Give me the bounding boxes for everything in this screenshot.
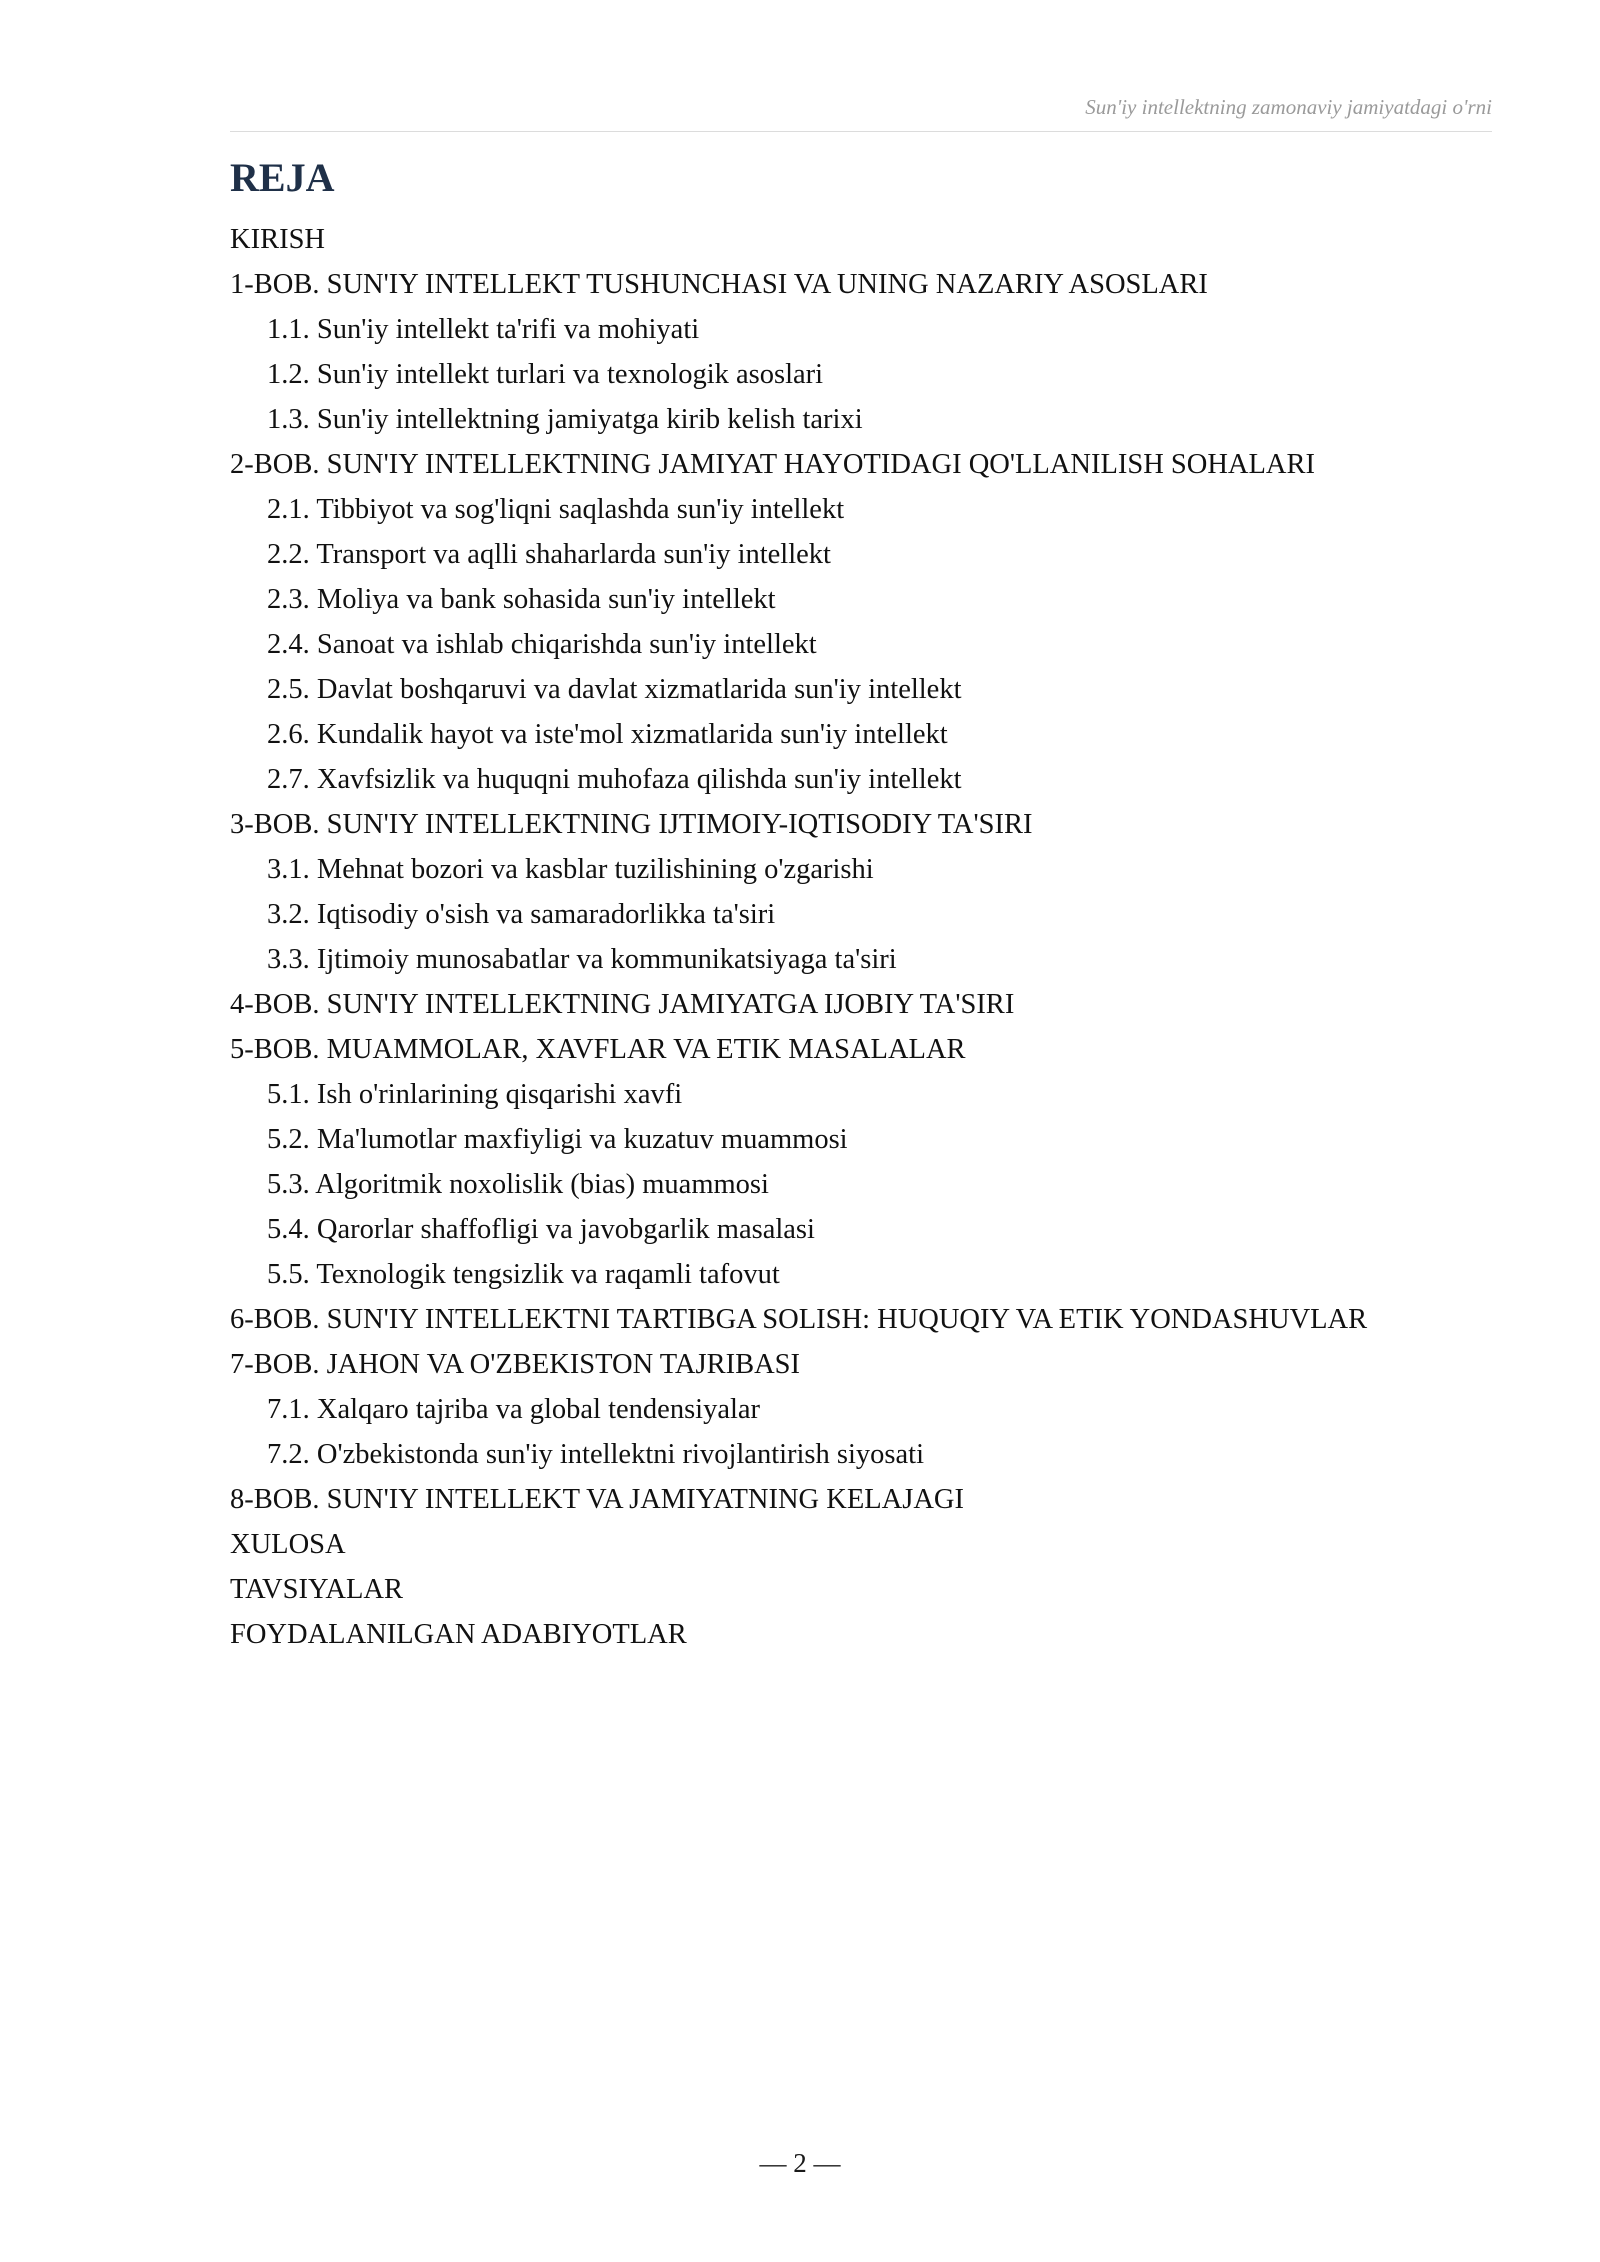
toc-subsection-item: 1.3. Sun'iy intellektning jamiyatga kirib kelish tarixi — [267, 404, 863, 435]
toc-subsection-item: 5.2. Ma'lumotlar maxfiyligi va kuzatuv muammosi — [267, 1124, 848, 1155]
toc-chapter-item: TAVSIYALAR — [230, 1574, 403, 1605]
toc-chapter-item: FOYDALANILGAN ADABIYOTLAR — [230, 1619, 687, 1650]
toc-subsection-item: 2.1. Tibbiyot va sog'liqni saqlashda sun'iy intellekt — [267, 494, 845, 525]
toc-subsection-item: 1.1. Sun'iy intellekt ta'rifi va mohiyati — [267, 314, 700, 345]
toc-chapter-item: 1-BOB. SUN'IY INTELLEKT TUSHUNCHASI VA UNING NAZARIY ASOSLARI — [230, 269, 1208, 300]
toc-chapter-item: 4-BOB. SUN'IY INTELLEKTNING JAMIYATGA IJOBIY TA'SIRI — [230, 989, 1015, 1020]
toc-subsection-item: 2.2. Transport va aqlli shaharlarda sun'iy intellekt — [267, 539, 831, 570]
toc-subsection-item: 3.2. Iqtisodiy o'sish va samaradorlikka ta'siri — [267, 899, 776, 930]
page-header — [230, 94, 1492, 132]
toc-subsection-item: 5.5. Texnologik tengsizlik va raqamli tafovut — [267, 1259, 780, 1290]
page-title: REJA — [230, 155, 335, 200]
toc-chapter-item: 5-BOB. MUAMMOLAR, XAVFLAR VA ETIK MASALALAR — [230, 1034, 966, 1065]
toc-subsection-item: 2.5. Davlat boshqaruvi va davlat xizmatlarida sun'iy intellekt — [267, 674, 962, 705]
toc-chapter-item: KIRISH — [230, 224, 326, 255]
toc-subsection-item: 2.4. Sanoat va ishlab chiqarishda sun'iy intellekt — [267, 629, 817, 660]
toc-chapter-item: 3-BOB. SUN'IY INTELLEKTNING IJTIMOIY-IQTISODIY TA'SIRI — [230, 809, 1033, 840]
toc-subsection-item: 3.3. Ijtimoiy munosabatlar va kommunikatsiyaga ta'siri — [267, 944, 897, 975]
toc-subsection-item: 7.1. Xalqaro tajriba va global tendensiyalar — [267, 1394, 761, 1425]
running-title: Sun'iy intellektning zamonaviy jamiyatdagi o'rni — [1085, 95, 1492, 119]
toc-subsection-item: 2.3. Moliya va bank sohasida sun'iy intellekt — [267, 584, 776, 615]
toc-chapter-item: 2-BOB. SUN'IY INTELLEKTNING JAMIYAT HAYOTIDAGI QO'LLANILISH SOHALARI — [230, 449, 1316, 480]
toc-subsection-item: 2.7. Xavfsizlik va huquqni muhofaza qilishda sun'iy intellekt — [267, 764, 962, 795]
toc-subsection-item: 7.2. O'zbekistonda sun'iy intellektni rivojlantirish siyosati — [267, 1439, 924, 1470]
toc-subsection-item: 5.4. Qarorlar shaffofligi va javobgarlik masalasi — [267, 1214, 815, 1245]
toc-chapter-item: 8-BOB. SUN'IY INTELLEKT VA JAMIYATNING KELAJAGI — [230, 1484, 964, 1515]
toc-chapter-item: 6-BOB. SUN'IY INTELLEKTNI TARTIBGA SOLISH: HUQUQIY VA ETIK YONDASHUVLAR — [230, 1304, 1368, 1335]
toc-subsection-item: 3.1. Mehnat bozori va kasblar tuzilishining o'zgarishi — [267, 854, 874, 885]
page-number: — 2 — — [759, 2148, 841, 2178]
table-of-contents — [230, 217, 1530, 1657]
toc-subsection-item: 2.6. Kundalik hayot va iste'mol xizmatlarida sun'iy intellekt — [267, 719, 948, 750]
toc-subsection-item: 5.3. Algoritmik noxolislik (bias) muammosi — [267, 1169, 769, 1200]
toc-chapter-item: XULOSA — [230, 1529, 346, 1560]
toc-chapter-item: 7-BOB. JAHON VA O'ZBEKISTON TAJRIBASI — [230, 1349, 801, 1380]
toc-subsection-item: 1.2. Sun'iy intellekt turlari va texnologik asoslari — [267, 359, 824, 390]
toc-subsection-item: 5.1. Ish o'rinlarining qisqarishi xavfi — [267, 1079, 683, 1110]
